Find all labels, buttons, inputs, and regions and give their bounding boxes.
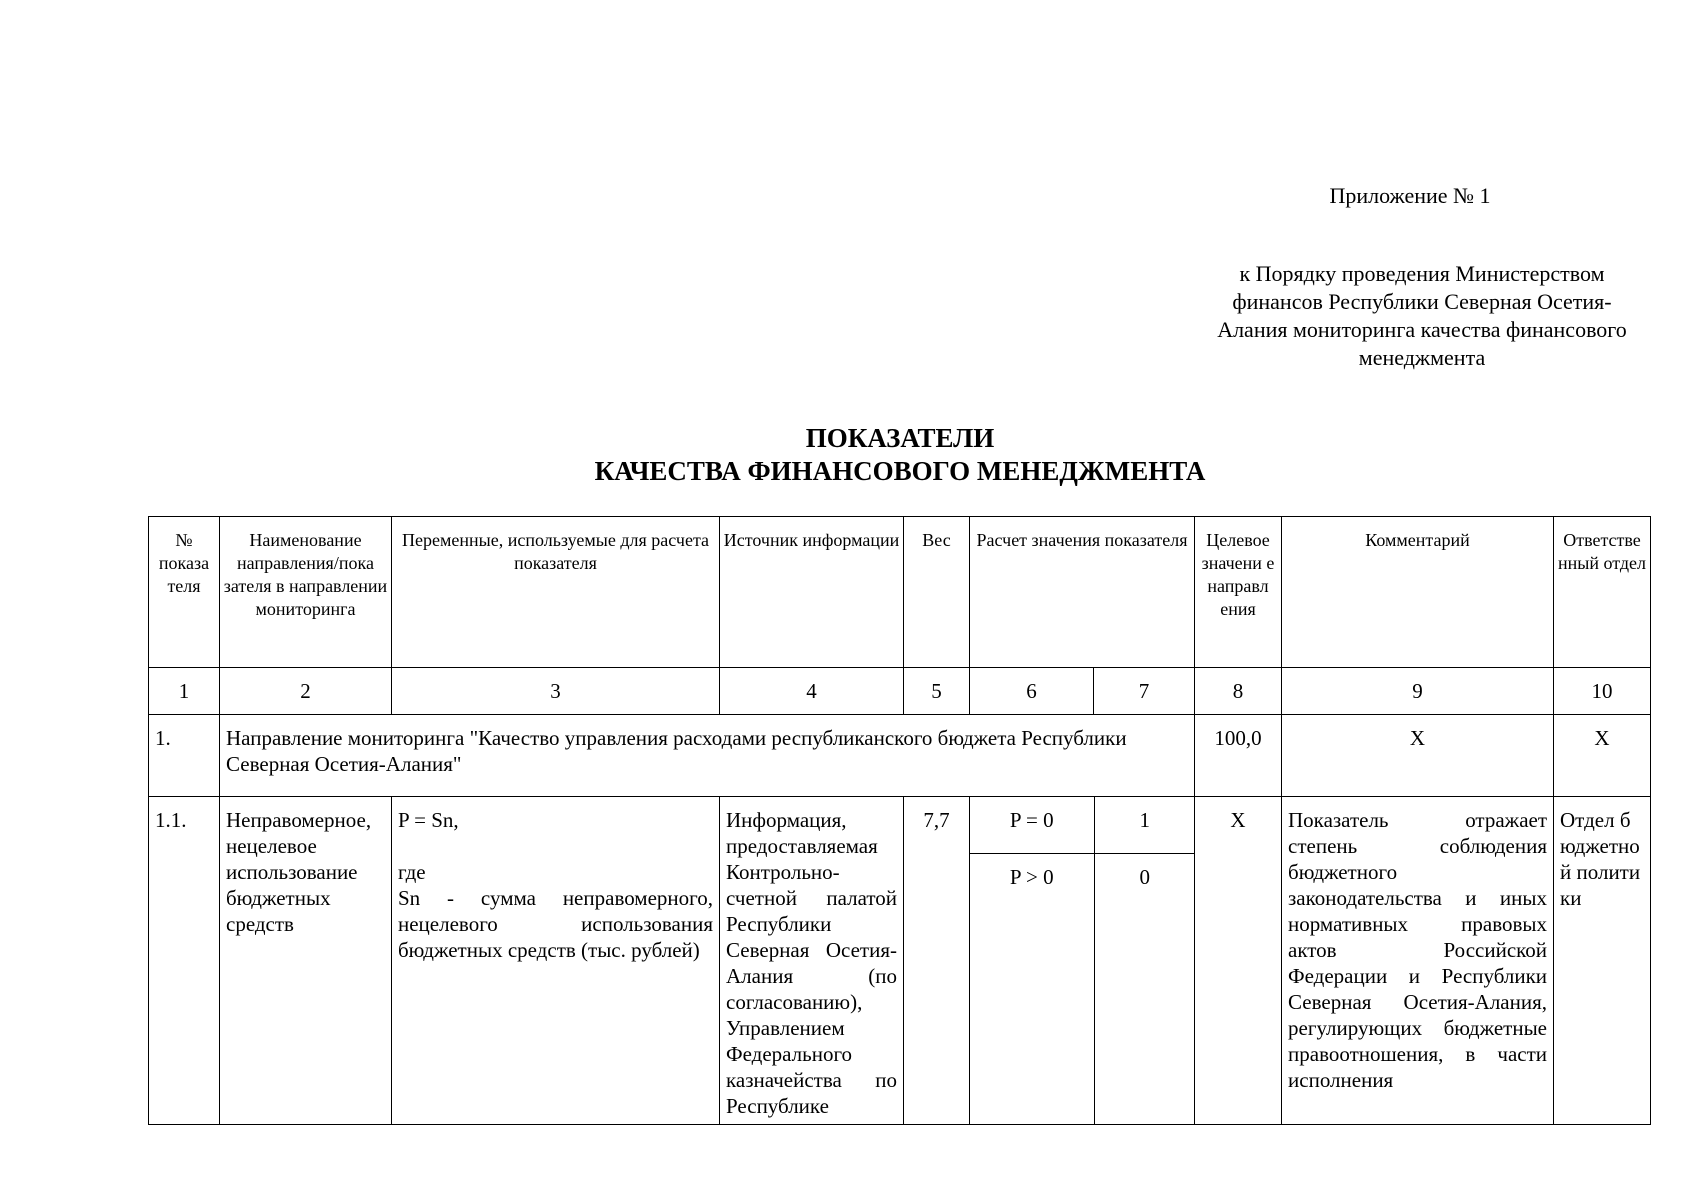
direction-department: Х [1554,715,1651,797]
title-line-1: ПОКАЗАТЕЛИ [805,423,995,453]
column-number: 6 [970,668,1094,715]
formula: P = Sn, [398,808,459,832]
calc-condition: P > 0 [970,854,1094,1125]
header-variables: Переменные, используемые для расчета показателя [392,517,720,668]
variable-description: Sn - сумма неправомерного, нецелевого использования бюджетных средств (тыс. рублей) [398,886,713,962]
header-name: Наименование направления/пока зателя в направлении мониторинга [220,517,392,668]
indicator-calculation [970,797,1195,1125]
formula-where: где [398,860,426,884]
column-number: 10 [1554,668,1651,715]
title-line-2: КАЧЕСТВА ФИНАНСОВОГО МЕНЕДЖМЕНТА [594,456,1206,486]
indicator-row [149,797,1651,1125]
appendix-reference: к Порядку проведения Министерством финансов Республики Северная Осетия-Алания мониторинга качества финансового менеджмента [1217,261,1627,370]
indicators-table [148,516,1651,1125]
calculation-row [970,854,1195,1125]
column-number: 2 [220,668,392,715]
indicator-number: 1.1. [149,797,220,1125]
indicator-target: Х [1195,797,1282,1125]
direction-name: Направление мониторинга "Качество управления расходами республиканского бюджета Республики Северная Осетия-Алания" [220,715,1195,797]
calculation-row [970,797,1195,854]
column-number: 7 [1094,668,1195,715]
indicator-variables [392,797,720,1125]
calc-value: 1 [1094,797,1195,854]
direction-row [149,715,1651,797]
direction-comment: Х [1282,715,1554,797]
direction-target: 100,0 [1195,715,1282,797]
column-number: 9 [1282,668,1554,715]
indicator-name: Неправомерное, нецелевое использование бюджетных средств [220,797,392,1125]
document-title [400,422,1400,488]
header-number: № показа теля [149,517,220,668]
column-number: 5 [904,668,970,715]
calc-value: 0 [1139,865,1150,889]
header-target: Целевое значени е направл ения [1195,517,1282,668]
indicator-department: Отдел бюджетной политики [1554,797,1651,1125]
calc-condition: P = 0 [970,797,1094,854]
header-comment: Комментарий [1282,517,1554,668]
column-number: 8 [1195,668,1282,715]
appendix-number: Приложение № 1 [1329,183,1491,208]
calculation-table [970,797,1195,1124]
column-number: 3 [392,668,720,715]
indicator-comment: Показатель отражает степень соблюдения бюджетного законодательства и иных нормативных правовых актов Российской Федерации и Республики Северная Осетия-Алания, регулирующих бюджетные правоотношения, в части исполнения [1282,797,1554,1125]
column-number: 4 [720,668,904,715]
column-number-row [149,668,1651,715]
column-number: 1 [149,668,220,715]
indicator-weight: 7,7 [904,797,970,1125]
header-department: Ответстве нный отдел [1554,517,1651,668]
header-weight: Вес [904,517,970,668]
header-calculation: Расчет значения показателя [970,517,1195,668]
header-source: Источник информации [720,517,904,668]
direction-number: 1. [149,715,220,797]
header-row [149,517,1651,668]
indicator-source: Информация, предоставляемая Контрольно-счетной палатой Республики Северная Осетия-Алания (по согласованию), Управлением Федерального казначейства по Республике [720,797,904,1125]
